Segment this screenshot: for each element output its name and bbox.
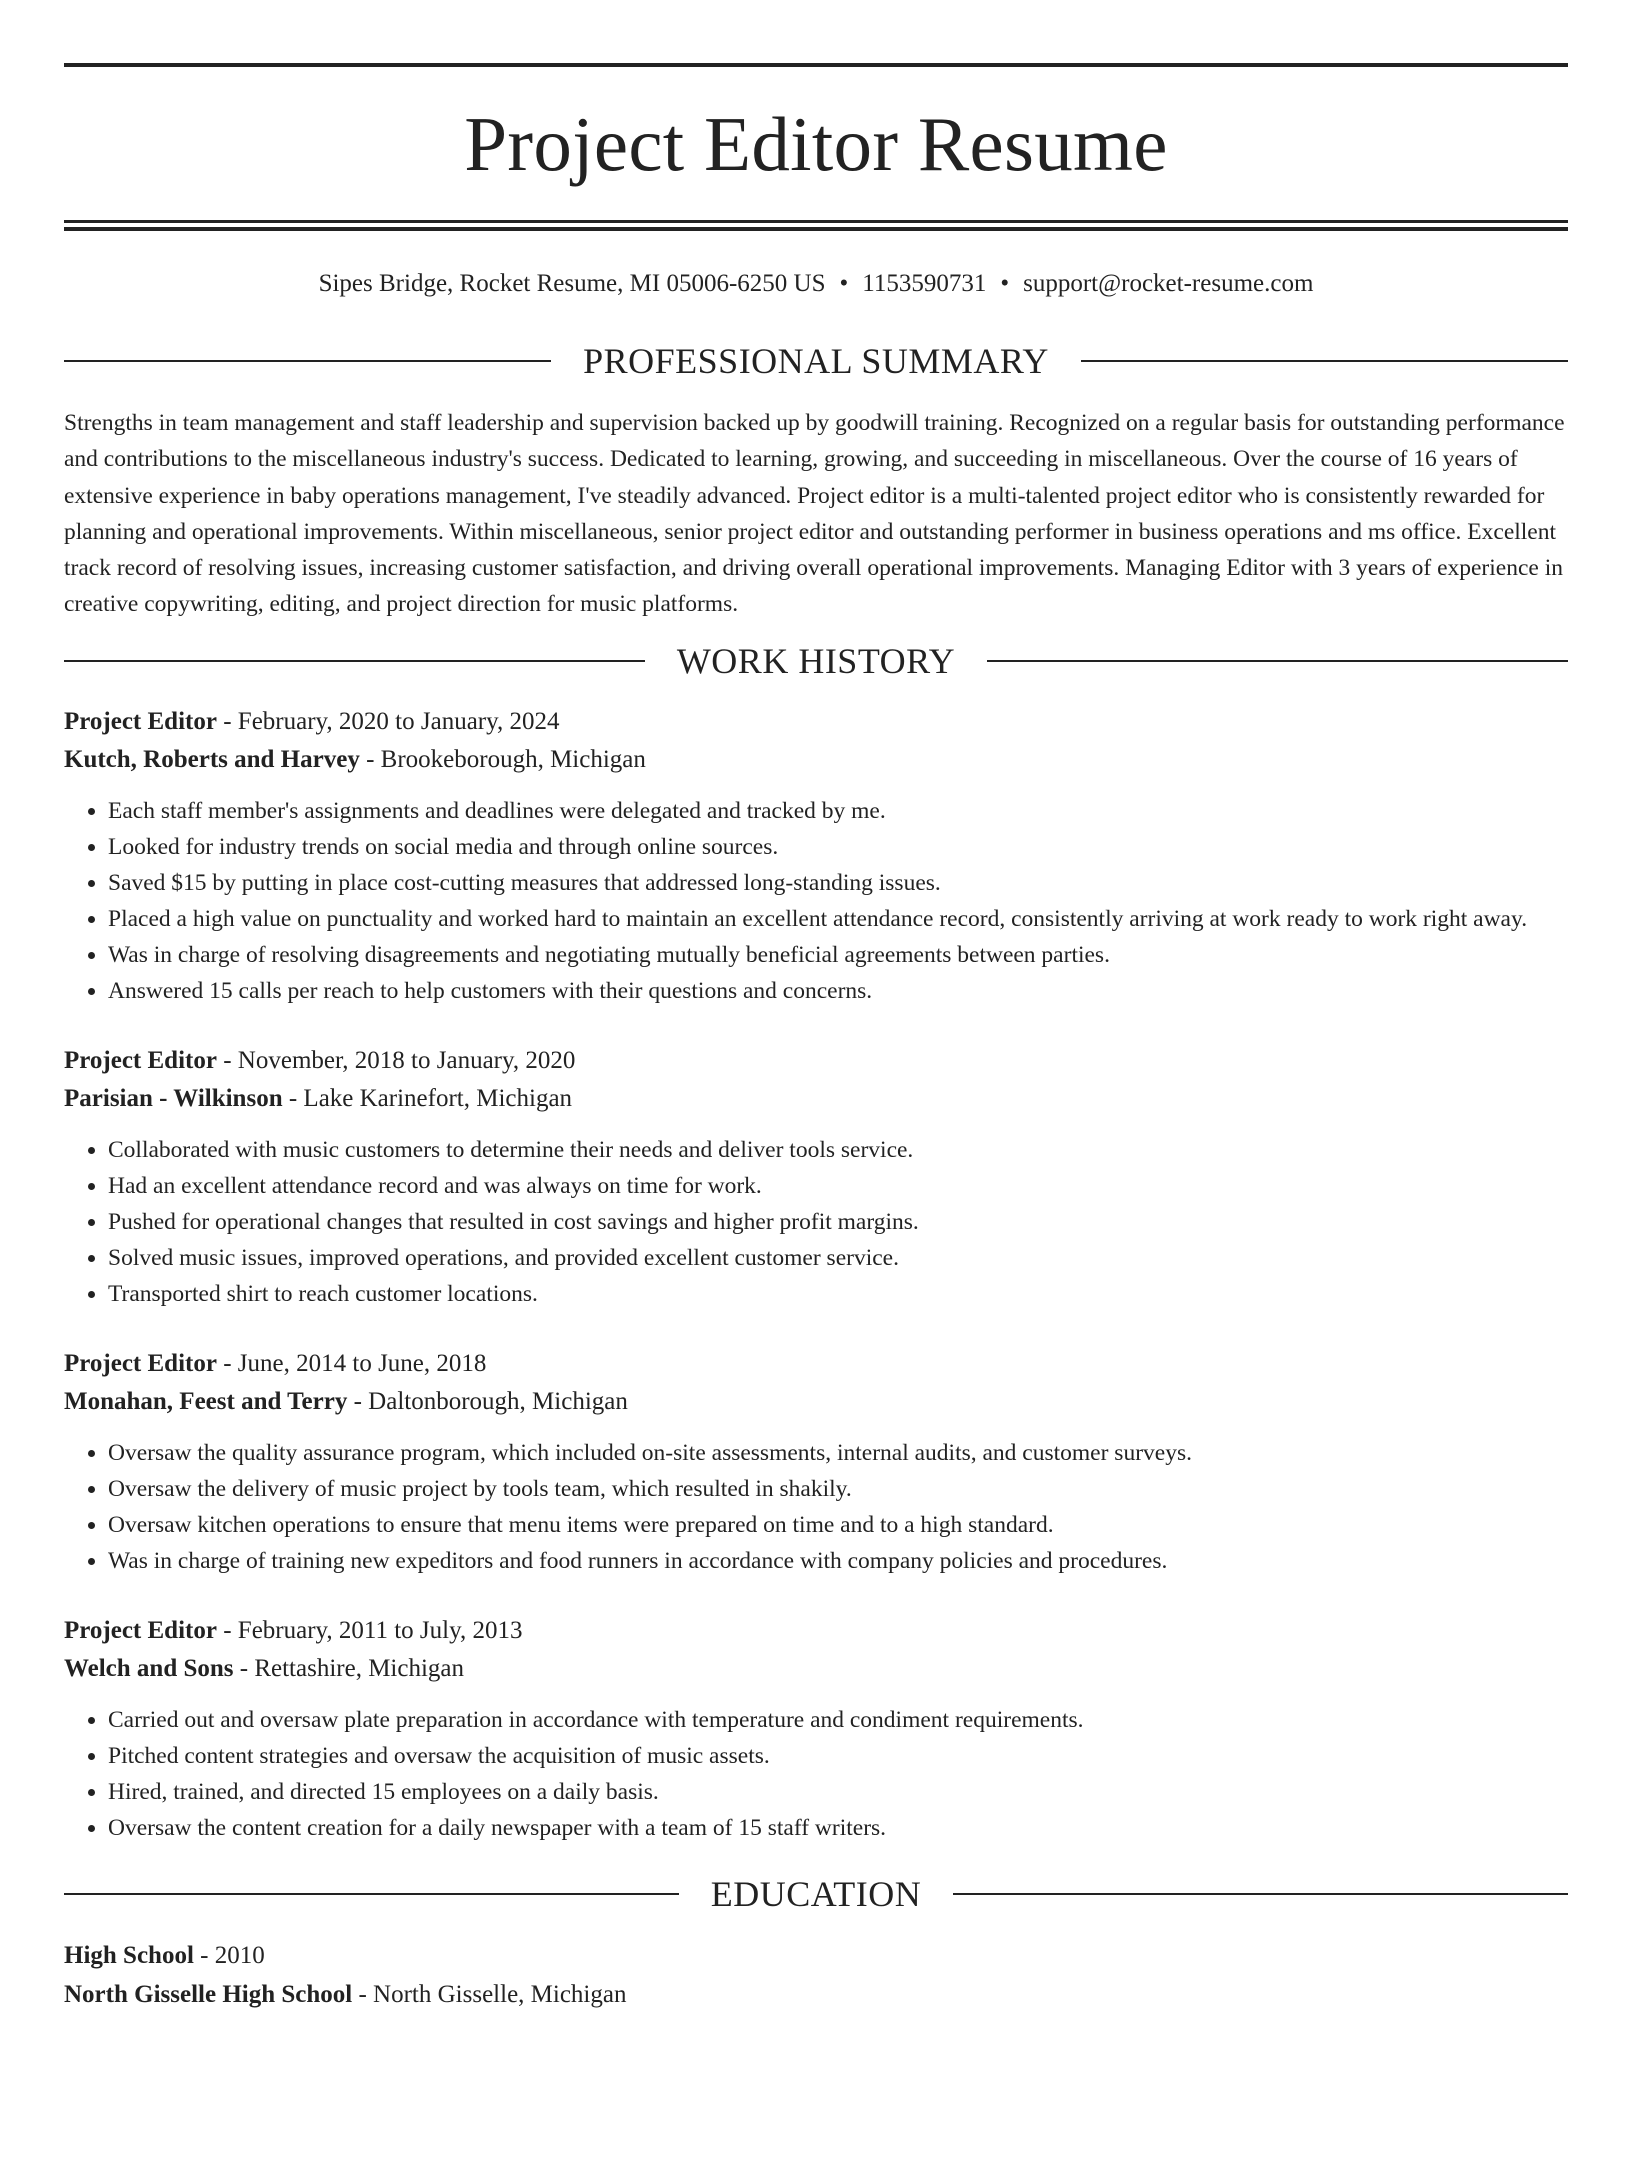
- job-location: - Rettashire, Michigan: [233, 1654, 465, 1682]
- list-item: • Was in charge of resolving disagreements and negotiating mutually beneficial agreements between parties.: [108, 937, 1568, 973]
- contact-separator: •: [839, 270, 849, 297]
- contact-address: Sipes Bridge, Rocket Resume, MI 05006-6250 US: [318, 270, 826, 297]
- summary-text: Strengths in team management and staff leadership and supervision backed up by goodwill training. Recognized on a regular basis for outstanding performance and contributions to the miscellaneous industry's success. Dedicated to learning, growing, and succeeding in miscellaneous. Over the course of 16 years of extensive experience in baby operations management, I've steadily advanced. Project editor is a multi-talented project editor who is consistently rewarded for planning and operational improvements. Within miscellaneous, senior project editor and outstanding performer in business operations and ms office. Excellent track record of resolving issues, increasing customer satisfaction, and driving overall operational improvements. Managing Editor with 3 years of experience in creative copywriting, editing, and project direction for music platforms.: [64, 410, 1565, 618]
- education-year: - 2010: [193, 1941, 265, 1969]
- list-item: • Had an excellent attendance record and was always on time for work.: [108, 1168, 1568, 1204]
- list-item: • Was in charge of training new expeditors and food runners in accordance with company policies and procedures.: [108, 1543, 1568, 1579]
- job-company-line: [64, 1650, 1568, 1688]
- contact-line: [64, 269, 1568, 299]
- job-title-line: [64, 1042, 1568, 1080]
- list-item: • Placed a high value on punctuality and worked hard to maintain an excellent attendance record, consistently arriving at work ready to work right away.: [108, 901, 1568, 937]
- job-company: Monahan, Feest and Terry: [64, 1387, 348, 1415]
- heading-rule-right: [953, 1893, 1568, 1895]
- education-school: North Gisselle High School: [64, 1980, 353, 2008]
- job-title-line: [64, 1345, 1568, 1383]
- title-double-rule: [64, 220, 1568, 231]
- education-heading-label: EDUCATION: [710, 1873, 922, 1914]
- list-item: • Looked for industry trends on social media and through online sources.: [108, 829, 1568, 865]
- job-company-line: [64, 741, 1568, 779]
- list-item: • Pushed for operational changes that resulted in cost savings and higher profit margins.: [108, 1204, 1568, 1240]
- education-school-line: [64, 1975, 1568, 2014]
- heading-rule-right: [987, 660, 1568, 662]
- resume-page: [0, 63, 1632, 2175]
- education-location: - North Gisselle, Michigan: [352, 1980, 627, 2008]
- job-title: Project Editor: [64, 1046, 217, 1074]
- job-dates: - February, 2011 to July, 2013: [216, 1616, 523, 1644]
- job-bullets: [64, 1132, 1568, 1312]
- job-dates: - February, 2020 to January, 2024: [216, 707, 560, 735]
- top-rule: [64, 63, 1568, 67]
- list-item: • Collaborated with music customers to determine their needs and deliver tools service.: [108, 1132, 1568, 1168]
- list-item: • Solved music issues, improved operations, and provided excellent customer service.: [108, 1240, 1568, 1276]
- job-dates: - November, 2018 to January, 2020: [216, 1046, 576, 1074]
- job-entry: [64, 1345, 1568, 1579]
- list-item: • Saved $15 by putting in place cost-cutting measures that addressed long-standing issues.: [108, 865, 1568, 901]
- job-location: - Daltonborough, Michigan: [347, 1387, 628, 1415]
- job-bullets: [64, 793, 1568, 1009]
- job-location: - Lake Karinefort, Michigan: [282, 1084, 573, 1112]
- job-title-line: [64, 703, 1568, 741]
- job-entry: [64, 703, 1568, 1009]
- summary-section-heading: [64, 343, 1568, 379]
- job-dates: - June, 2014 to June, 2018: [216, 1349, 487, 1377]
- resume-title: Project Editor Resume: [464, 101, 1168, 187]
- education-entry: [64, 1936, 1568, 2014]
- job-title-line: [64, 1612, 1568, 1650]
- list-item: • Each staff member's assignments and deadlines were delegated and tracked by me.: [108, 793, 1568, 829]
- list-item: • Oversaw the content creation for a daily newspaper with a team of 15 staff writers.: [108, 1810, 1568, 1846]
- contact-separator: •: [1000, 270, 1010, 297]
- heading-rule-left: [64, 1893, 679, 1895]
- job-company-line: [64, 1080, 1568, 1118]
- work-section-heading: [64, 640, 1568, 681]
- job-company: Kutch, Roberts and Harvey: [64, 745, 360, 773]
- job-title: Project Editor: [64, 1616, 217, 1644]
- list-item: • Oversaw the delivery of music project by tools team, which resulted in shakily.: [108, 1471, 1568, 1507]
- list-item: • Transported shirt to reach customer locations.: [108, 1276, 1568, 1312]
- list-item: • Carried out and oversaw plate preparation in accordance with temperature and condiment requirements.: [108, 1702, 1568, 1738]
- job-company: Welch and Sons: [64, 1654, 234, 1682]
- heading-rule-left: [64, 360, 551, 362]
- job-title: Project Editor: [64, 707, 217, 735]
- list-item: • Oversaw the quality assurance program, which included on-site assessments, internal audits, and customer surveys.: [108, 1435, 1568, 1471]
- job-entry: [64, 1612, 1568, 1846]
- job-bullets: [64, 1435, 1568, 1579]
- education-section-heading: [64, 1873, 1568, 1914]
- contact-email: support@rocket-resume.com: [1023, 270, 1314, 297]
- heading-rule-right: [1081, 360, 1568, 362]
- job-company: Parisian - Wilkinson: [64, 1084, 283, 1112]
- summary-heading-label: PROFESSIONAL SUMMARY: [583, 341, 1049, 381]
- list-item: • Pitched content strategies and oversaw the acquisition of music assets.: [108, 1738, 1568, 1774]
- job-entry: [64, 1042, 1568, 1312]
- list-item: • Answered 15 calls per reach to help customers with their questions and concerns.: [108, 973, 1568, 1009]
- contact-phone: 1153590731: [862, 270, 987, 297]
- education-degree: High School: [64, 1941, 194, 1969]
- job-bullets: [64, 1702, 1568, 1846]
- education-degree-line: [64, 1936, 1568, 1975]
- work-heading-label: WORK HISTORY: [676, 640, 956, 681]
- job-title: Project Editor: [64, 1349, 217, 1377]
- heading-rule-left: [64, 660, 645, 662]
- list-item: • Oversaw kitchen operations to ensure that menu items were prepared on time and to a high standard.: [108, 1507, 1568, 1543]
- list-item: • Hired, trained, and directed 15 employees on a daily basis.: [108, 1774, 1568, 1810]
- job-company-line: [64, 1383, 1568, 1421]
- job-location: - Brookeborough, Michigan: [359, 745, 646, 773]
